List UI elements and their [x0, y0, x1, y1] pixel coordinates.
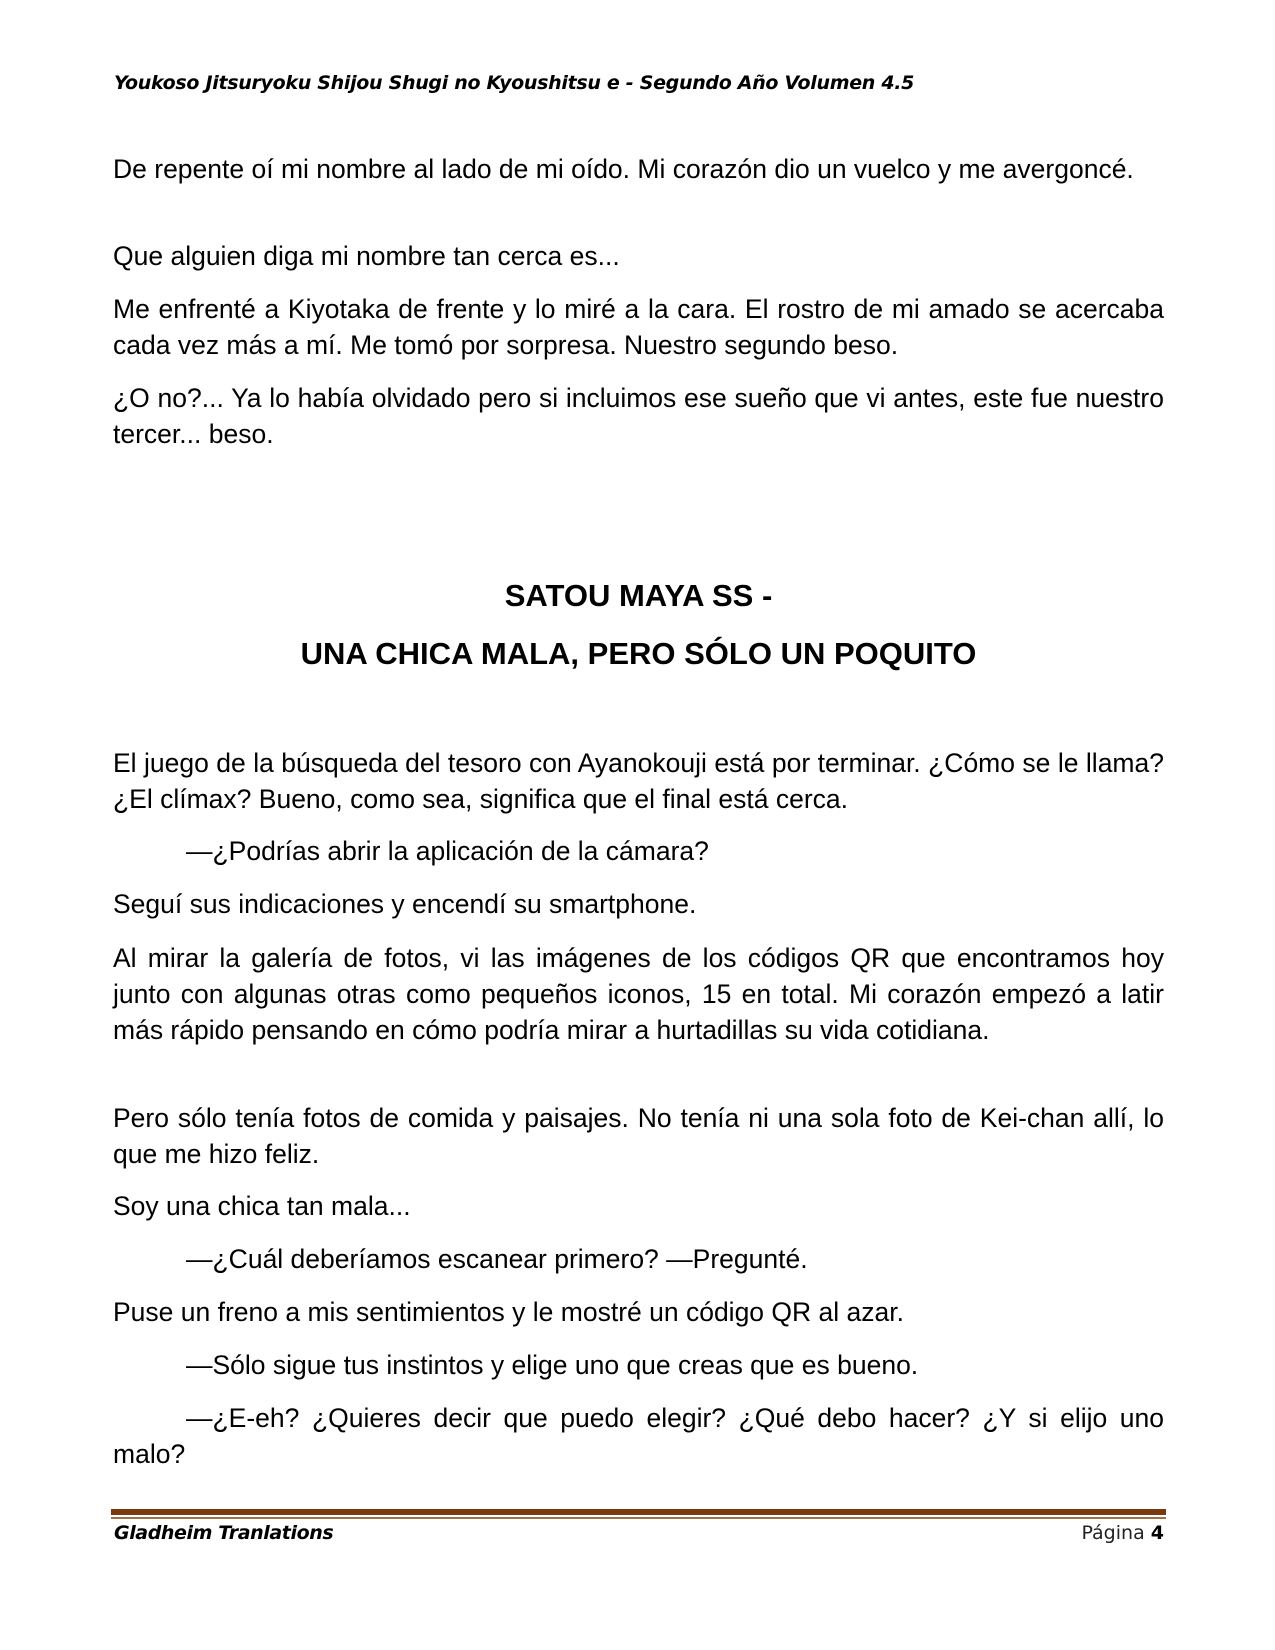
chapter-title-line-1: SATOU MAYA SS - [504, 578, 773, 613]
dialogue-paragraph: —¿Cuál deberíamos escanear primero? —Pregunté. [186, 1244, 808, 1274]
paragraph: Soy una chica tan mala... [113, 1191, 411, 1221]
paragraph: Al mirar la galería de fotos, vi las imágenes de los códigos QR que encontramos hoy junto con algunas otras como pequeños iconos, 15 en total. Mi corazón empezó a latir más rápido pensando en cómo podría mirar a hurtadillas su vida cotidiana. [113, 943, 1164, 1045]
paragraph: El juego de la búsqueda del tesoro con Ayanokouji está por terminar. ¿Cómo se le llama? ¿El clímax? Bueno, como sea, significa que el final está cerca. [113, 748, 1164, 814]
dialogue-paragraph: —¿E-eh? ¿Quieres decir que puedo elegir? ¿Qué debo hacer? ¿Y si elijo uno malo? [113, 1403, 1164, 1469]
chapter-title-line-2: UNA CHICA MALA, PERO SÓLO UN POQUITO [300, 636, 977, 671]
dialogue-paragraph: —Sólo sigue tus instintos y elige uno que creas que es bueno. [186, 1350, 919, 1380]
paragraph: Me enfrenté a Kiyotaka de frente y lo miré a la cara. El rostro de mi amado se acercaba cada vez más a mí. Me tomó por sorpresa. Nuestro segundo beso. [113, 294, 1164, 360]
paragraph: De repente oí mi nombre al lado de mi oído. Mi corazón dio un vuelco y me avergoncé. [113, 154, 1134, 184]
paragraph: Seguí sus indicaciones y encendí su smartphone. [113, 889, 697, 919]
paragraph: Que alguien diga mi nombre tan cerca es... [113, 241, 620, 271]
paragraph: Puse un freno a mis sentimientos y le mostré un código QR al azar. [113, 1297, 904, 1327]
page-number [1081, 1522, 1164, 1544]
dialogue-paragraph: —¿Podrías abrir la aplicación de la cámara? [186, 836, 709, 866]
running-header: Youkoso Jitsuryoku Shijou Shugi no Kyoushitsu e - Segundo Año Volumen 4.5 [114, 72, 915, 94]
page-number-value: 4 [1150, 1522, 1164, 1544]
footer-publisher: Gladheim Tranlations [114, 1522, 334, 1544]
paragraph: Pero sólo tenía fotos de comida y paisajes. No tenía ni una sola foto de Kei-chan allí, lo que me hizo feliz. [113, 1103, 1164, 1169]
footer-divider [111, 1509, 1166, 1515]
paragraph: ¿O no?... Ya lo había olvidado pero si incluimos ese sueño que vi antes, este fue nuestro tercer... beso. [113, 383, 1164, 449]
footer-divider-thin [111, 1517, 1166, 1519]
page-label: Página [1081, 1522, 1145, 1544]
